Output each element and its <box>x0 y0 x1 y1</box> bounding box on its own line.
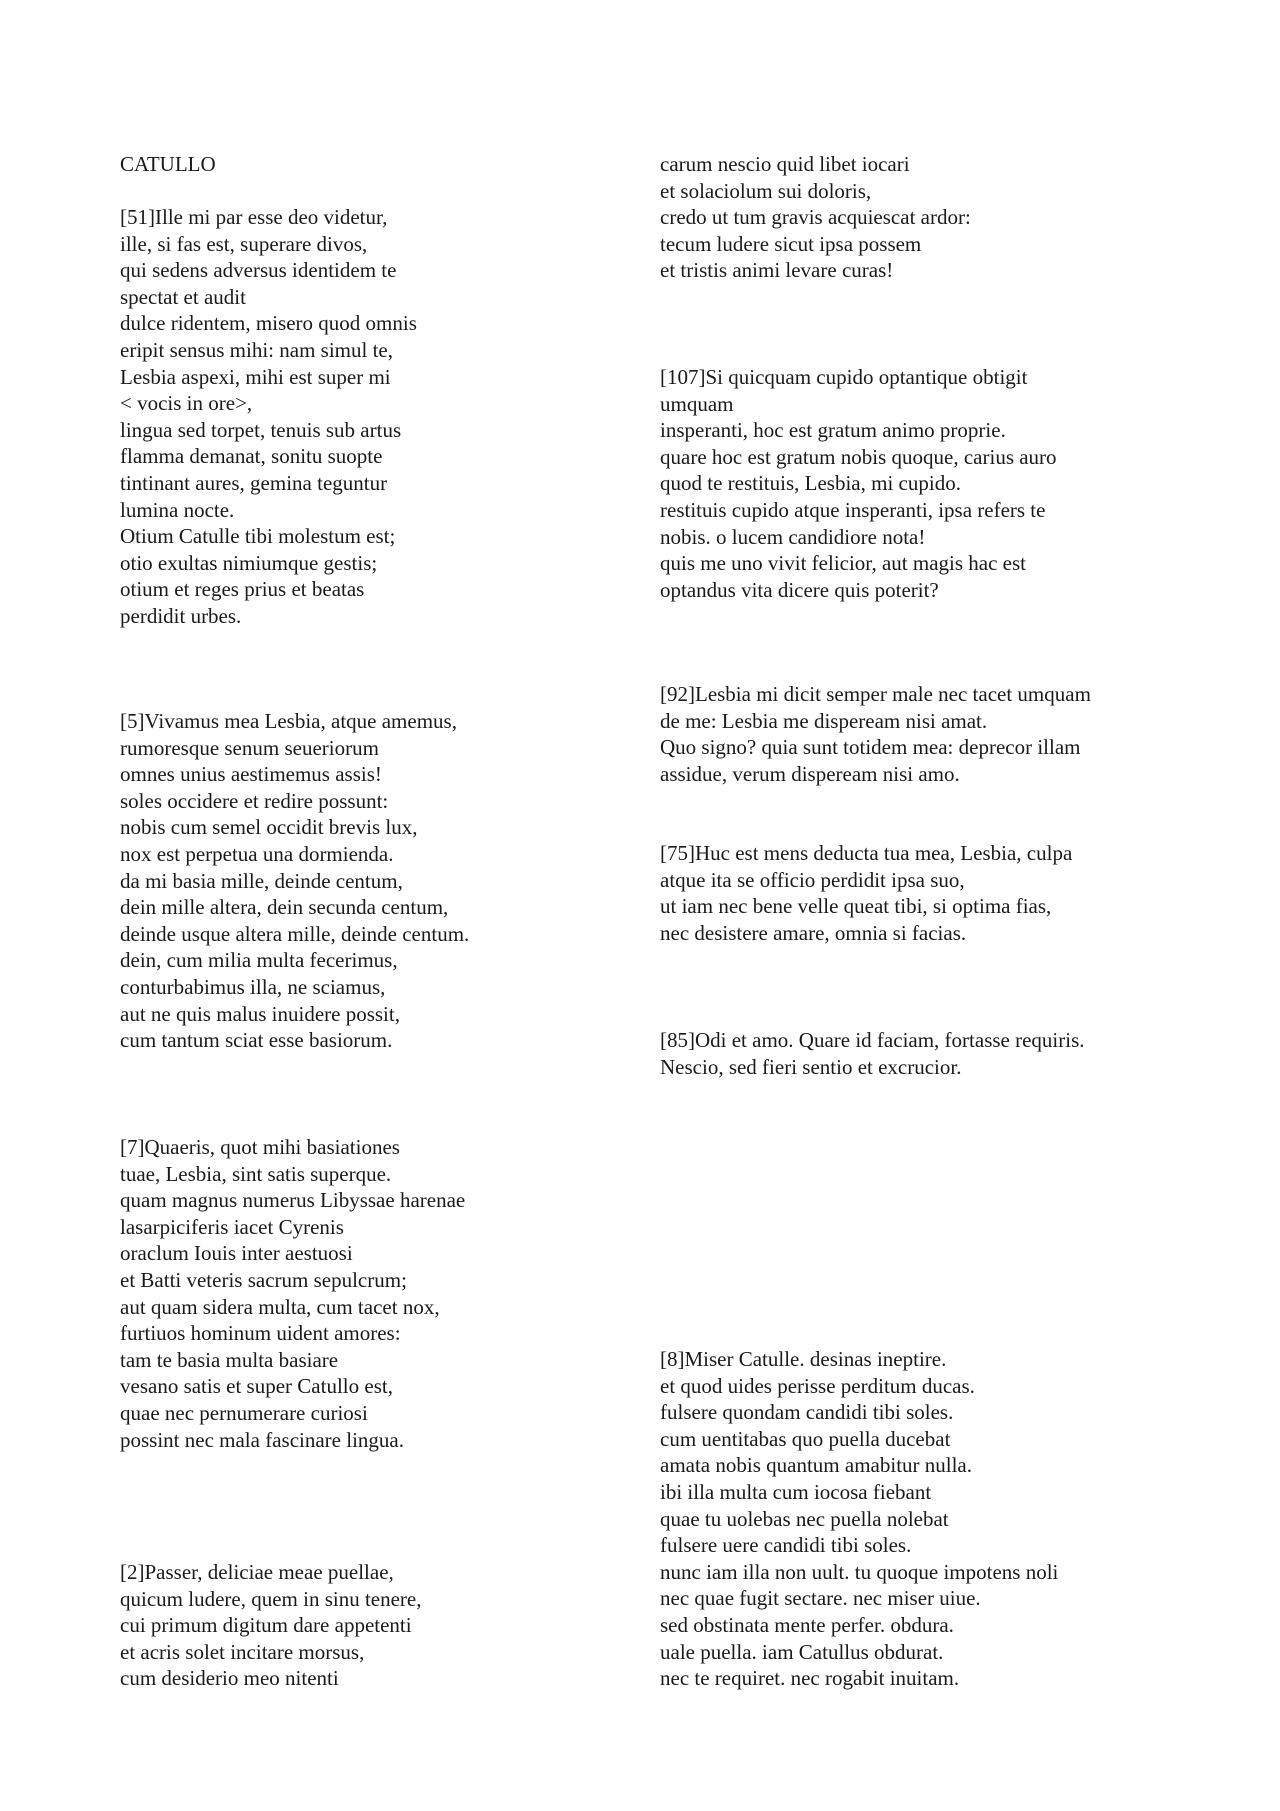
text-line: assidue, verum dispeream nisi amo. <box>660 761 960 786</box>
text-line: nec desistere amare, omnia si facias. <box>660 920 967 945</box>
text-line: aut ne quis malus inuidere possit, <box>120 1001 400 1026</box>
text-line: quod te restituis, Lesbia, mi cupido. <box>660 471 961 496</box>
text-line: [5]Vivamus mea Lesbia, atque amemus, <box>120 709 457 733</box>
text-line: dein mille altera, dein secunda centum, <box>120 895 449 920</box>
poem-51 <box>120 204 417 630</box>
text-line: [8]Miser Catulle. desinas ineptire. <box>660 1347 947 1371</box>
text-line: tintinant aures, gemina teguntur <box>120 470 388 495</box>
heading-catullo <box>120 151 216 178</box>
text-line: de me: Lesbia me dispeream nisi amat. <box>660 708 988 733</box>
poem-85 <box>660 1027 1085 1080</box>
text-line: quae nec pernumerare curiosi <box>120 1400 368 1425</box>
text-line: vesano satis et super Catullo est, <box>120 1374 393 1399</box>
text-line: Quo signo? quia sunt totidem mea: deprecor illam <box>660 735 1081 760</box>
text-line: cum tantum sciat esse basiorum. <box>120 1028 393 1053</box>
text-line: lasarpiciferis iacet Cyrenis <box>120 1214 344 1239</box>
text-line: restituis cupido atque insperanti, ipsa refers te <box>660 497 1046 522</box>
text-line: otio exultas nimiumque gestis; <box>120 550 378 575</box>
text-line: uale puella. iam Catullus obdurat. <box>660 1639 944 1664</box>
text-line: perdidit urbes. <box>120 603 242 628</box>
text-line: [107]Si quicquam cupido optantique obtigit <box>660 365 1028 389</box>
text-line: deinde usque altera mille, deinde centum. <box>120 921 470 946</box>
text-line: possint nec mala fascinare lingua. <box>120 1427 404 1452</box>
text-line: oraclum Iouis inter aestuosi <box>120 1241 353 1266</box>
text-line: cui primum digitum dare appetenti <box>120 1613 412 1638</box>
text-line: quae tu uolebas nec puella nolebat <box>660 1506 949 1531</box>
text-line: Otium Catulle tibi molestum est; <box>120 524 396 549</box>
text-line: lingua sed torpet, tenuis sub artus <box>120 417 402 442</box>
text-line: furtiuos hominum uident amores: <box>120 1321 401 1346</box>
text-line: Nescio, sed fieri sentio et excrucior. <box>660 1054 962 1079</box>
text-line: dulce ridentem, misero quod omnis <box>120 311 417 336</box>
text-line: dein, cum milia multa fecerimus, <box>120 948 398 973</box>
text-line: quis me uno vivit felicior, aut magis hac est <box>660 551 1026 576</box>
text-line: [7]Quaeris, quot mihi basiationes <box>120 1135 400 1159</box>
text-line: nobis cum semel occidit brevis lux, <box>120 815 418 840</box>
text-line: optandus vita dicere quis poterit? <box>660 577 939 602</box>
text-line: ibi illa multa cum iocosa fiebant <box>660 1479 932 1504</box>
poem-2-continued <box>660 151 971 284</box>
text-line: cum desiderio meo nitenti <box>120 1666 339 1691</box>
text-line: lumina nocte. <box>120 497 235 522</box>
text-line: quare hoc est gratum nobis quoque, carius auro <box>660 444 1057 469</box>
text-line: sed obstinata mente perfer. obdura. <box>660 1612 954 1637</box>
text-line: tam te basia multa basiare <box>120 1347 339 1372</box>
text-line: [75]Huc est mens deducta tua mea, Lesbia, culpa <box>660 841 1073 865</box>
text-line: nobis. o lucem candidiore nota! <box>660 524 926 549</box>
text-line: nunc iam illa non uult. tu quoque impotens noli <box>660 1559 1059 1584</box>
text-line: nec quae fugit sectare. nec miser uiue. <box>660 1586 981 1611</box>
text-line: soles occidere et redire possunt: <box>120 788 389 813</box>
text-line: eripit sensus mihi: nam simul te, <box>120 337 393 362</box>
text-line: quam magnus numerus Libyssae harenae <box>120 1188 466 1213</box>
text-line: Lesbia aspexi, mihi est super mi <box>120 364 391 389</box>
poem-92 <box>660 681 1091 787</box>
text-line: et Batti veteris sacrum sepulcrum; <box>120 1267 407 1292</box>
text-line: conturbabimus illa, ne sciamus, <box>120 974 386 999</box>
text-line: da mi basia mille, deinde centum, <box>120 868 403 893</box>
text-line: flamma demanat, sonitu suopte <box>120 444 383 469</box>
text-line: atque ita se officio perdidit ipsa suo, <box>660 867 965 892</box>
text-line: carum nescio quid libet iocari <box>660 152 910 176</box>
text-line: cum uentitabas quo puella ducebat <box>660 1426 951 1451</box>
poem-5 <box>120 708 469 1054</box>
text-line: CATULLO <box>120 152 216 176</box>
text-line: et tristis animi levare curas! <box>660 258 894 283</box>
text-line: et quod uides perisse perditum ducas. <box>660 1373 975 1398</box>
poem-7 <box>120 1134 465 1453</box>
text-line: [51]Ille mi par esse deo videtur, <box>120 205 388 229</box>
text-line: aut quam sidera multa, cum tacet nox, <box>120 1294 440 1319</box>
poem-107 <box>660 364 1057 603</box>
text-line: nox est perpetua una dormienda. <box>120 841 394 866</box>
text-line: et solaciolum sui doloris, <box>660 178 872 203</box>
text-line: otium et reges prius et beatas <box>120 577 365 602</box>
text-line: [2]Passer, deliciae meae puellae, <box>120 1560 394 1584</box>
poem-2 <box>120 1559 422 1692</box>
text-line: [85]Odi et amo. Quare id faciam, fortasse requiris. <box>660 1028 1085 1052</box>
text-line: fulsere quondam candidi tibi soles. <box>660 1400 954 1425</box>
text-line: ut iam nec bene velle queat tibi, si optima fias, <box>660 894 1052 919</box>
text-line: tecum ludere sicut ipsa possem <box>660 231 922 256</box>
text-line: [92]Lesbia mi dicit semper male nec tacet umquam <box>660 682 1091 706</box>
text-line: tuae, Lesbia, sint satis superque. <box>120 1161 392 1186</box>
poem-8 <box>660 1346 1058 1692</box>
text-line: fulsere uere candidi tibi soles. <box>660 1533 912 1558</box>
text-line: umquam <box>660 391 734 416</box>
text-line: qui sedens adversus identidem te <box>120 258 397 283</box>
text-line: ille, si fas est, superare divos, <box>120 231 368 256</box>
text-line: nec te requiret. nec rogabit inuitam. <box>660 1666 960 1691</box>
text-line: spectat et audit <box>120 284 246 309</box>
text-line: quicum ludere, quem in sinu tenere, <box>120 1586 422 1611</box>
text-line: et acris solet incitare morsus, <box>120 1639 365 1664</box>
text-line: credo ut tum gravis acquiescat ardor: <box>660 205 971 230</box>
poem-75 <box>660 840 1072 946</box>
text-line: omnes unius aestimemus assis! <box>120 762 382 787</box>
text-line: insperanti, hoc est gratum animo proprie. <box>660 418 1006 443</box>
text-line: < vocis in ore>, <box>120 391 253 416</box>
text-line: rumoresque senum seueriorum <box>120 735 379 760</box>
text-line: amata nobis quantum amabitur nulla. <box>660 1453 973 1478</box>
